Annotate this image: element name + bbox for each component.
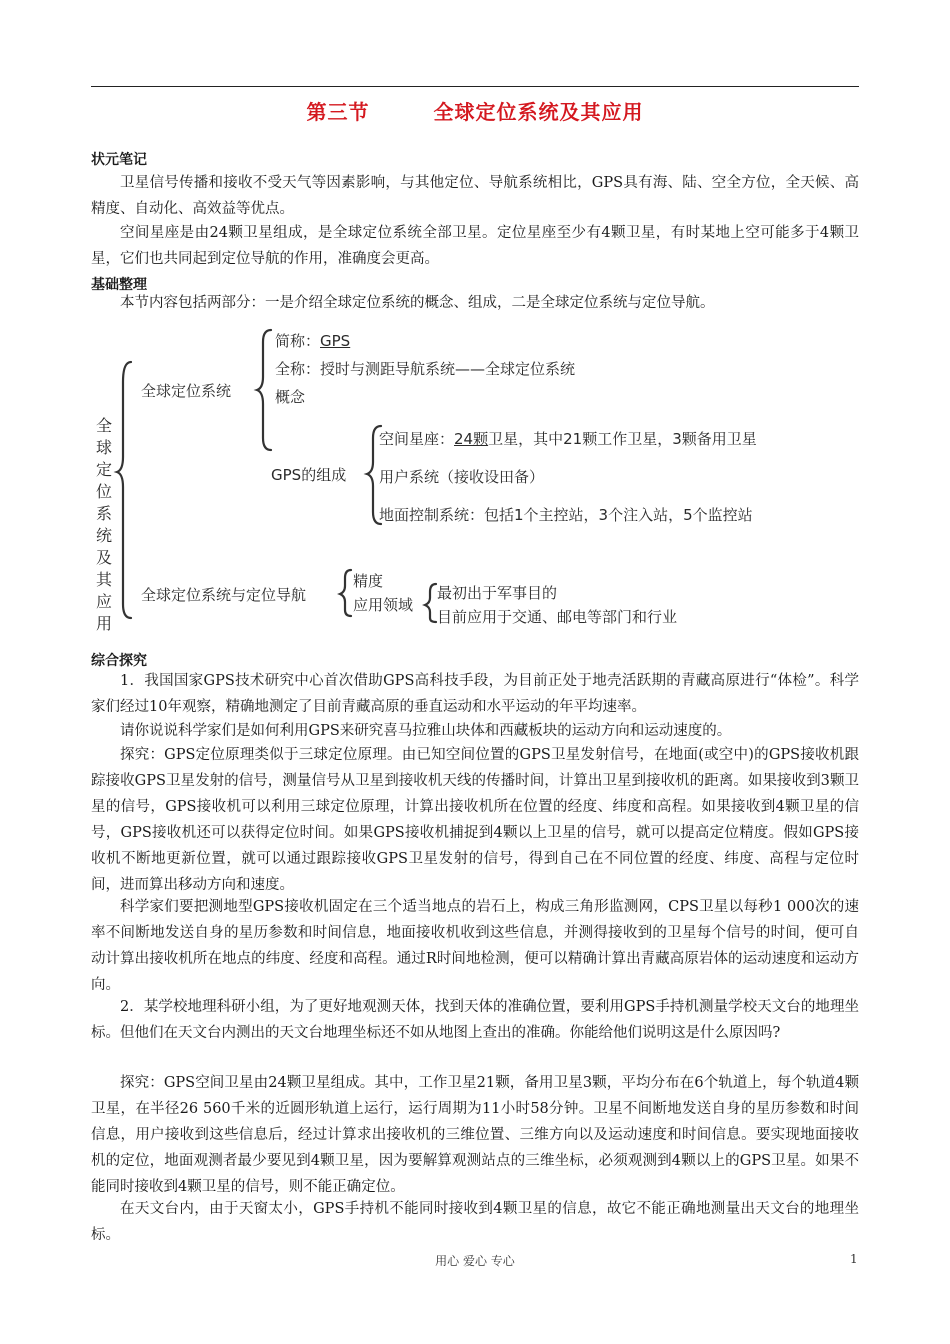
- diagram-branch-gps: 全球定位系统: [141, 382, 232, 400]
- notes-heading: 状元笔记: [91, 152, 147, 168]
- diagram-ground-segment: 地面控制系统：包括1个主控站，3个注入站，5个监控站: [379, 506, 753, 524]
- section-title: 全球定位系统及其应用: [433, 100, 644, 124]
- diagram-precision: 精度: [353, 572, 384, 590]
- diagram-full-name: 全称：授时与测距导航系统——全球定位系统: [275, 360, 576, 378]
- diagram-root-label: 全球定位系统及其应用: [95, 416, 112, 633]
- explore-heading: 综合探究: [91, 653, 147, 669]
- question-1-prompt: 请你说说科学家们是如何利用GPS来研究喜马拉雅山块体和西藏板块的运动方向和运动速度的。: [120, 723, 732, 739]
- diagram-application: 应用领域: [353, 596, 414, 614]
- answer-2-continued: 在天文台内，由于天窗太小，GPS手持机不能同时接收到4颗卫星的信息，故它不能正确地测量出天文台的地理坐标。: [91, 1201, 859, 1243]
- question-1: 1．我国国家GPS技术研究中心首次借助GPS高科技手段，为目前正处于地壳活跃期的青藏高原进行“体检”。科学家们经过10年观察，精确地测定了目前青藏高原的垂直运动和水平运动的年平均速率。: [91, 673, 859, 715]
- answer-1: 探究：GPS定位原理类似于三球定位原理。由已知空间位置的GPS卫星发射信号，在地面(或空中)的GPS接收机跟踪接收GPS卫星发射的信号，测量信号从卫星到接收机天线的传播时间，计算出卫星到接收机的距离。如果接收到3颗卫星的信号，GPS接收机可以利用三球定位原理，计算出接收机所在位置的经度、纬度和高程。如果接收到4颗卫星的信号，GPS接收机还可以获得定位时间。如果GPS接收机捕捉到4颗以上卫星的信号，就可以提高定位精度。假如GPS接收机不断地更新位置，就可以通过跟踪接收GPS卫星发射的信号，得到自己在不同位置的经度、纬度、高程与定位时间，进而算出移动方向和速度。: [91, 747, 859, 893]
- page-title: [91, 96, 859, 125]
- diagram-composition: GPS的组成: [271, 466, 347, 484]
- diagram-branch-navigation: 全球定位系统与定位导航: [141, 586, 307, 604]
- section-number: 第三节: [306, 100, 370, 124]
- footer-motto: 用心 爱心 专心: [435, 1254, 515, 1268]
- notes-paragraph-1: 卫星信号传播和接收不受天气等因素影响，与其他定位、导航系统相比，GPS具有海、陆、空全方位，全天候、高精度、自动化、高效益等优点。: [91, 175, 859, 217]
- diagram-short-name: 简称：GPS: [275, 332, 351, 350]
- basics-heading: 基础整理: [91, 277, 147, 293]
- notes-paragraph-2: 空间星座是由24颗卫星组成，是全球定位系统全部卫星。定位星座至少有4颗卫星，有时某地上空可能多于4颗卫星，它们也共同起到定位导航的作用，准确度会更高。: [91, 225, 859, 267]
- diagram-space-segment: 空间星座：24颗卫星，其中21颗工作卫星，3颗备用卫星: [379, 430, 757, 448]
- diagram-application-1: 最初出于军事目的: [437, 584, 558, 602]
- basics-paragraph: 本节内容包括两部分：一是介绍全球定位系统的概念、组成，二是全球定位系统与定位导航。: [120, 295, 715, 311]
- question-2: 2．某学校地理科研小组，为了更好地观测天体，找到天体的准确位置，要利用GPS手持机测量学校天文台的地理坐标。但他们在天文台内测出的天文台地理坐标还不如从地图上查出的准确。你能给他们说明这是什么原因吗?: [91, 999, 859, 1041]
- diagram-user-segment: 用户系统（接收设田备）: [379, 468, 545, 486]
- answer-1-continued: 科学家们要把测地型GPS接收机固定在三个适当地点的岩石上，构成三角形监测网，CPS卫星以每秒1 000次的速率不间断地发送自身的星历参数和时间信息，地面接收机收到这些信息，并测得接收到的卫星每个信号的时间，便可自动计算出接收机所在地点的纬度、经度和高程。通过R时间地检测，便可以精确计算出青藏高原岩体的运动速度和运动方向。: [91, 899, 859, 993]
- header-rule: [91, 86, 859, 87]
- diagram-application-2: 目前应用于交通、邮电等部门和行业: [437, 608, 678, 626]
- answer-2: 探究：GPS空间卫星由24颗卫星组成。其中，工作卫星21颗，备用卫星3颗，平均分布在6个轨道上，每个轨道4颗卫星，在半径26 560千米的近圆形轨道上运行，运行周期为11小时58分钟。卫星不间断地发送自身的星历参数和时间信息，用户接收到这些信息后，经过计算求出接收机的三维位置、三维方向以及运动速度和时间信息。要实现地面接收机的定位，地面观测者最少要见到4颗卫星，因为要解算观测站点的三维坐标，必须观测到4颗以上的GPS卫星。如果不能同时接收到4颗卫星的信号，则不能正确定位。: [91, 1075, 859, 1195]
- page-number: 1: [850, 1252, 858, 1266]
- diagram-concept: 概念: [275, 388, 306, 406]
- structure-diagram: [91, 322, 815, 633]
